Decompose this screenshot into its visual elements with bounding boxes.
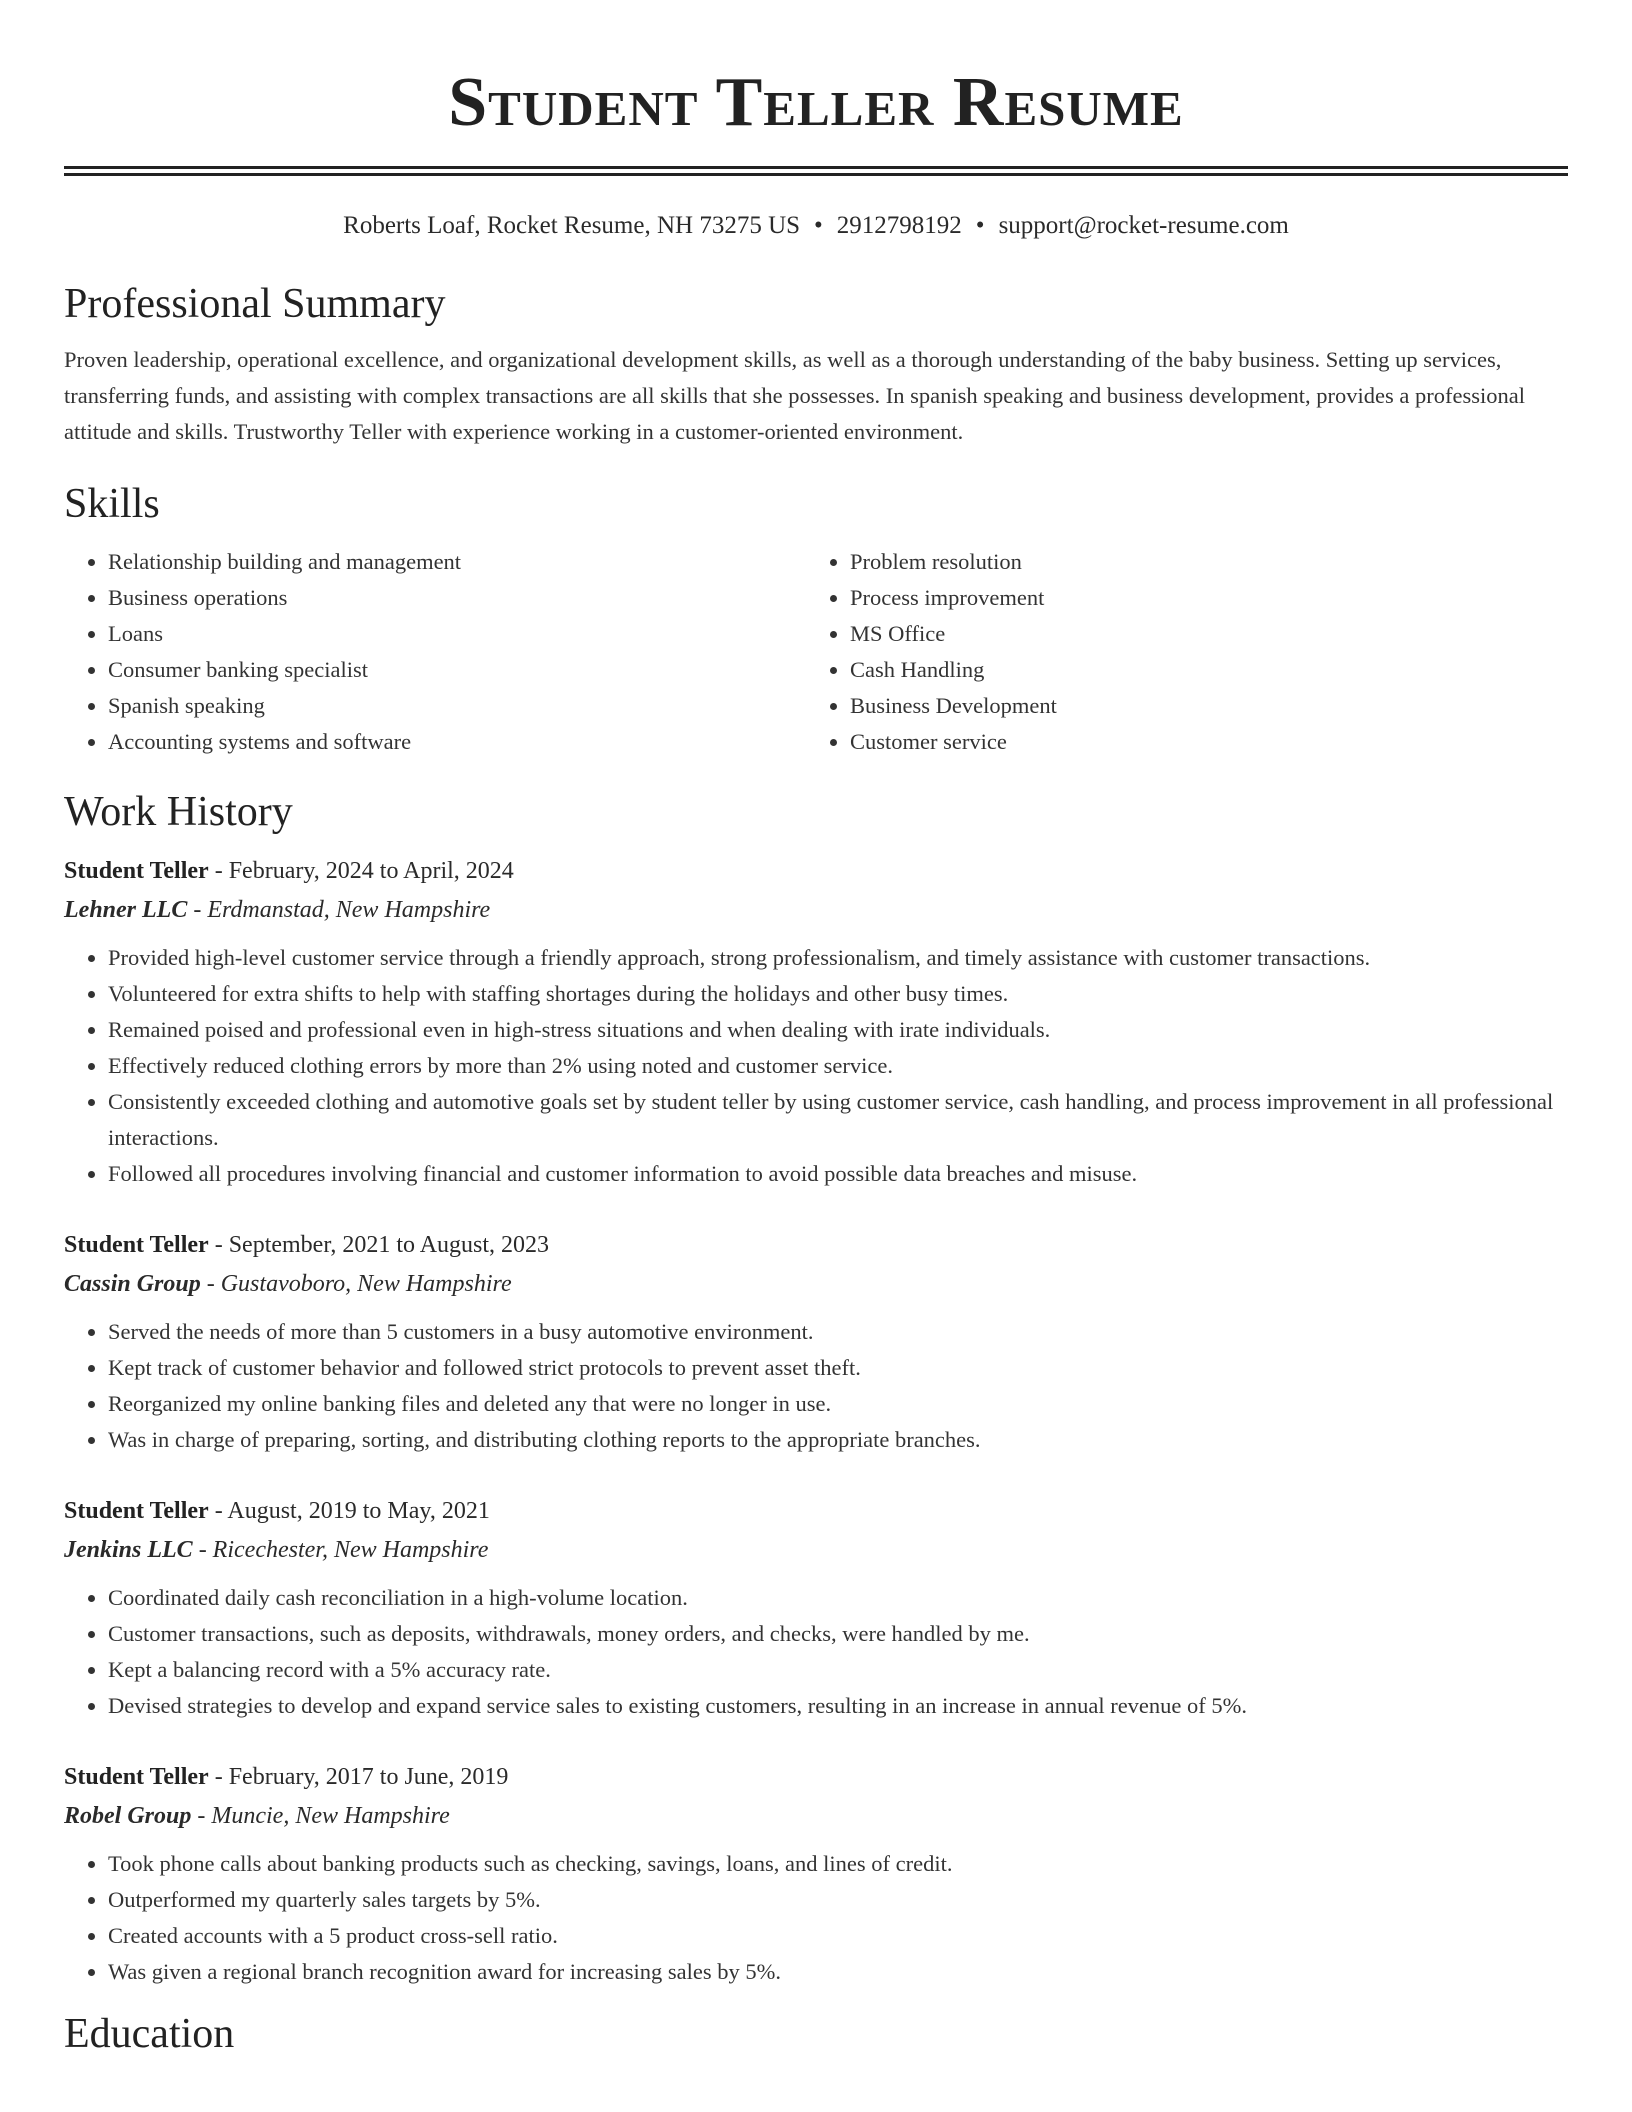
- job-dates: - September, 2021 to August, 2023: [208, 1232, 550, 1258]
- company-location: - Erdmanstad, New Hampshire: [187, 897, 491, 923]
- skill-item: • Business operations: [108, 580, 806, 616]
- skill-item: • Accounting systems and software: [108, 724, 806, 760]
- resume-title: Student Teller Resume: [448, 64, 1184, 141]
- job-title-line: [64, 1492, 1568, 1530]
- skill-item: • Business Development: [850, 688, 1548, 724]
- company-location: - Gustavoboro, New Hampshire: [200, 1271, 512, 1297]
- job-bullet: • Was given a regional branch recognition award for increasing sales by 5%.: [108, 1954, 1568, 1990]
- job-bullet: • Created accounts with a 5 product cross-sell ratio.: [108, 1918, 1568, 1954]
- company-name: Jenkins LLC: [64, 1537, 193, 1563]
- job-bullet: • Outperformed my quarterly sales targets by 5%.: [108, 1882, 1568, 1918]
- skill-item: • Spanish speaking: [108, 688, 806, 724]
- job-bullets: [64, 940, 1568, 1192]
- skill-item: • Cash Handling: [850, 652, 1548, 688]
- job-bullet: • Kept a balancing record with a 5% accuracy rate.: [108, 1652, 1568, 1688]
- skill-item: • MS Office: [850, 616, 1548, 652]
- job-dates: - February, 2024 to April, 2024: [208, 858, 514, 884]
- contact-phone: 2912798192: [836, 212, 962, 239]
- skills-right-list: [806, 544, 1548, 760]
- job-bullet: • Customer transactions, such as deposits, withdrawals, money orders, and checks, were handled by me.: [108, 1616, 1568, 1652]
- company-name: Robel Group: [64, 1803, 192, 1829]
- job-bullet: • Consistently exceeded clothing and automotive goals set by student teller by using customer service, cash handling, and process improvement in all professional interactions.: [108, 1084, 1568, 1156]
- skill-item: • Relationship building and management: [108, 544, 806, 580]
- job-bullet: • Was in charge of preparing, sorting, and distributing clothing reports to the appropriate branches.: [108, 1422, 1568, 1458]
- skill-item: • Process improvement: [850, 580, 1548, 616]
- job-bullet: • Effectively reduced clothing errors by more than 2% using noted and customer service.: [108, 1048, 1568, 1084]
- job-bullet: • Provided high-level customer service through a friendly approach, strong professionalism, and timely assistance with customer transactions.: [108, 940, 1568, 976]
- job-bullet: • Followed all procedures involving financial and customer information to avoid possible data breaches and misuse.: [108, 1156, 1568, 1192]
- company-name: Cassin Group: [64, 1271, 201, 1297]
- job-bullets: [64, 1580, 1568, 1724]
- job-bullet: • Devised strategies to develop and expand service sales to existing customers, resulting in an increase in annual revenue of 5%.: [108, 1688, 1568, 1724]
- job-title: Student Teller: [64, 1764, 209, 1790]
- skills-heading: Skills: [64, 481, 160, 527]
- skills-columns: [64, 544, 1568, 760]
- company-name: Lehner LLC: [64, 897, 188, 923]
- resume-page: [64, 0, 1568, 2060]
- job-dates: - August, 2019 to May, 2021: [208, 1498, 490, 1524]
- job-entry: [64, 1758, 1568, 1990]
- skill-item: • Customer service: [850, 724, 1548, 760]
- job-bullet: • Kept track of customer behavior and followed strict protocols to prevent asset theft.: [108, 1350, 1568, 1386]
- job-bullet: • Volunteered for extra shifts to help with staffing shortages during the holidays and other busy times.: [108, 976, 1568, 1012]
- summary-text: Proven leadership, operational excellence, and organizational development skills, as well as a thorough understanding of the baby business. Setting up services, transferring funds, and assisting with complex transactions are all skills that she possesses. In spanish speaking and business development, provides a professional attitude and skills. Trustworthy Teller with experience working in a customer-oriented environment.: [64, 347, 1525, 444]
- job-bullet: • Coordinated daily cash reconciliation in a high-volume location.: [108, 1580, 1568, 1616]
- company-line: [64, 1264, 1568, 1304]
- company-line: [64, 890, 1568, 930]
- job-title-line: [64, 852, 1568, 890]
- job-bullet: • Reorganized my online banking files and deleted any that were no longer in use.: [108, 1386, 1568, 1422]
- company-line: [64, 1530, 1568, 1570]
- contact-separator: •: [814, 212, 823, 239]
- job-title: Student Teller: [64, 858, 209, 884]
- contact-line: [64, 210, 1568, 242]
- job-bullets: [64, 1846, 1568, 1990]
- job-entry: [64, 1226, 1568, 1458]
- skills-left-list: [64, 544, 806, 760]
- education-heading: Education: [64, 2011, 235, 2057]
- company-location: - Ricechester, New Hampshire: [192, 1537, 489, 1563]
- job-entry: [64, 852, 1568, 1192]
- skill-item: • Consumer banking specialist: [108, 652, 806, 688]
- skill-item: • Problem resolution: [850, 544, 1548, 580]
- job-title: Student Teller: [64, 1498, 209, 1524]
- job-bullets: [64, 1314, 1568, 1458]
- job-bullet: • Remained poised and professional even in high-stress situations and when dealing with irate individuals.: [108, 1012, 1568, 1048]
- job-title-line: [64, 1758, 1568, 1796]
- contact-separator: •: [975, 212, 985, 239]
- job-bullet: • Took phone calls about banking products such as checking, savings, loans, and lines of credit.: [108, 1846, 1568, 1882]
- job-bullet: • Served the needs of more than 5 customers in a busy automotive environment.: [108, 1314, 1568, 1350]
- contact-address: Roberts Loaf, Rocket Resume, NH 73275 US: [343, 212, 801, 239]
- job-title: Student Teller: [64, 1232, 209, 1258]
- summary-heading: Professional Summary: [64, 281, 446, 327]
- skill-item: • Loans: [108, 616, 806, 652]
- company-location: - Muncie, New Hampshire: [191, 1803, 450, 1829]
- contact-email: support@rocket-resume.com: [998, 212, 1289, 239]
- job-dates: - February, 2017 to June, 2019: [208, 1764, 509, 1790]
- company-line: [64, 1796, 1568, 1836]
- job-entry: [64, 1492, 1568, 1724]
- title-double-rule: [64, 166, 1568, 176]
- job-title-line: [64, 1226, 1568, 1264]
- work-history-heading: Work History: [64, 789, 293, 835]
